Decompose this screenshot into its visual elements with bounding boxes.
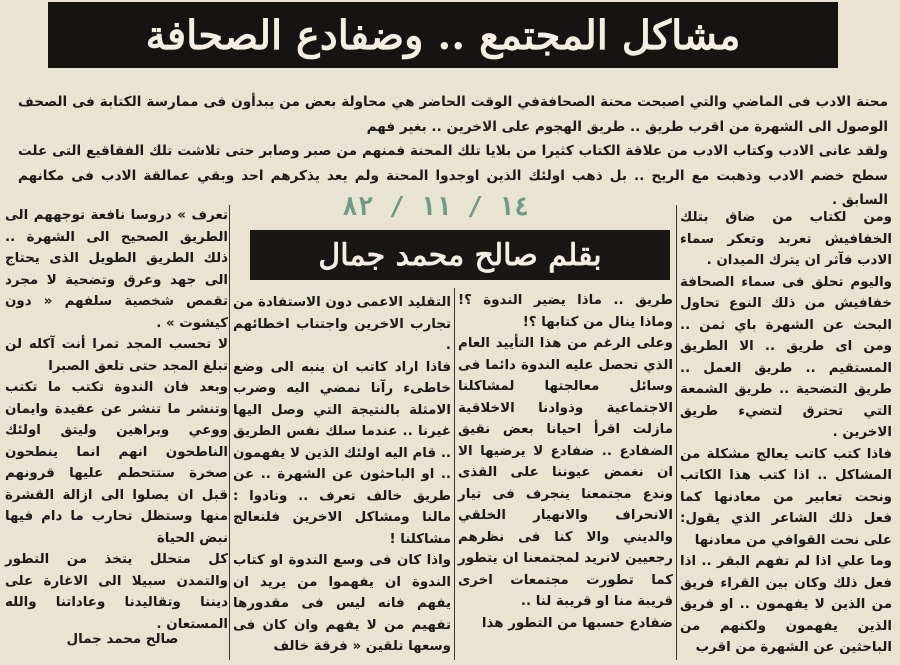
paragraph: التقليد الاعمى دون الاستفادة من تجارب الاخرين واجتناب اخطائهم . <box>233 295 451 353</box>
paragraph: وما علي اذا لم تفهم البقر .. اذا فعل ذلك وكان بين القراء فريق من الذين لا يفهمون .. او فريق الذين يفهمون ولكنهم من الباحثين عن الشهرة من اقرب <box>680 554 892 655</box>
paragraph: وبعد فان الندوة تكتب ما تكتب وتنشر ما تنشر عن عقيدة وايمان ووعي وبراهين وليتق اولئك الناطحون انهم انما ينطحون صخرة ستتحطم عليها قرونهم قبل ان يصلوا الى ازالة القشرة منها وستظل تحارب ما دام فيها نبض الحياة <box>5 380 228 546</box>
article-column-4 <box>5 205 228 635</box>
intro-text-1: محنة الادب فى الماضي والتي اصبحت محنة الصحافةفي الوقت الحاضر هي محاولة بعض من يبدأون فى ممارسة الكتابة فى الصحف الوصول الى الشهرة من اقرب طريق .. طريق الهجوم على الاخرين .. بغير فهم <box>18 94 888 135</box>
paragraph: فاذا اراد كاتب ان ينبه الى وضع خاطىء رآنا نمضي اليه وضرب الامثلة بالنتيجة التي وصل اليها غيرنا .. عندما سلك نفس الطريق .. قام اليه اولئك الذين لا يفهمون .. او الباحثون عن الشهرة .. عن طريق خالف تعرف .. ونادوا : مالنا ومشاكل الاخرين فلنعالج مشاكلنا ! <box>233 359 451 547</box>
paragraph: تعرف » دروسا نافعة توجههم الى الطريق الصحيح الى الشهرة .. ذلك الطريق الطويل الذى يحتاج الى جهد وعرق وتضحية لا مجرد تقمص شخصية سلفهم « دون كيشوت » . <box>5 208 228 331</box>
column-divider <box>229 205 230 660</box>
paragraph: كل متحلل يتخذ من التطور والتمدن سبيلا الى الاغارة على ديننا وتقاليدنا وعاداتنا والله المستعان . <box>5 552 228 632</box>
paragraph: وعلى الرغم من هذا التأييد العام الذي تحصل عليه الندوة دائما فى وسائل معالجتها لمشاكلنا الاجتماعية وذوادنا الاخلاقية مازلت اقرأ احيانا بعض نقيق الضفادع .. ضفادع لا يرضيها الا ان نغمض عيوننا على القذى وندع مجتمعنا ينجرف فى تيار الانحراف والانهيار الخلقي والديني والا كنا فى نظرهم رجعيين لانريد لمجتمعنا ان يتطور كما تطورت مجتمعات اخرى قريبة منا او قريبة لنا .. <box>458 336 673 609</box>
poem-verse: لا تحسب المجد تمرا أنت آكله لن تبلغ المجد حتى تلعق الصبرا <box>5 337 228 374</box>
paragraph: فاذا كتب كاتب يعالج مشكلة من المشاكل .. اذا كتب هذا الكاتب ونحت تعابير من معادنها كما فعل ذلك الشاعر الذي يقول: على نحت القوافي من معادنها <box>680 446 892 548</box>
author-signature: صالح محمد جمال <box>66 632 179 647</box>
paragraph: ضفادع حسبها من التطور هذا <box>481 615 673 631</box>
headline: مشاكل المجتمع .. وضفادع الصحافة <box>145 11 741 59</box>
paragraph: واليوم تحلق فى سماء الصحافة خفافيش من ذلك النوع تحاول البحث عن الشهرة باي ثمن .. ومن اى طريق .. الا الطريق المستقيم .. طريق العمل .. طريق التضحية .. طريق الشمعة التي تحترق لتضيء طريق الاخرين . <box>680 274 892 440</box>
column-divider <box>676 205 677 660</box>
paragraph: طريق .. ماذا يضير الندوة ؟! وماذا ينال من كتابها ؟! <box>458 293 673 330</box>
byline: بقلم صالح محمد جمال <box>318 237 602 273</box>
paragraph: واذا كان فى وسع الندوة او كتاب الندوة ان يفهموا من يريد ان يفهم فانه ليس فى مقدورها تفهيم من لا يفهم وان كان فى وسعها تلقين « فرقة خالف <box>233 553 451 654</box>
article-column-3 <box>233 292 451 658</box>
column-divider <box>454 288 455 660</box>
byline-banner <box>250 230 670 280</box>
headline-banner <box>48 2 838 68</box>
intro-text-2: ولقد عانى الادب وكتاب الادب من علاقة الكتاب كثيرا من بلايا تلك المحنة فمنهم من صبر وصابر حتى تلاشت تلك الفقاقيع التى علت سطح خضم الادب وذهبت مع الريح .. بل ذهب اولئك الذين اوجدوا المحنة ولم يعد يذكرهم احد وبقي عمالقة الادب فى مكانهم السابق . <box>18 143 888 208</box>
article-column-2 <box>458 290 673 634</box>
paragraph: ومن لكتاب من ضاق بتلك الخفافيش تعربد وتعكر سماء الادب فآثر ان يترك الميدان . <box>680 210 892 268</box>
article-column-1 <box>680 207 892 659</box>
handwritten-date: ١٤ / ١١ / ٨٢ <box>342 192 530 222</box>
